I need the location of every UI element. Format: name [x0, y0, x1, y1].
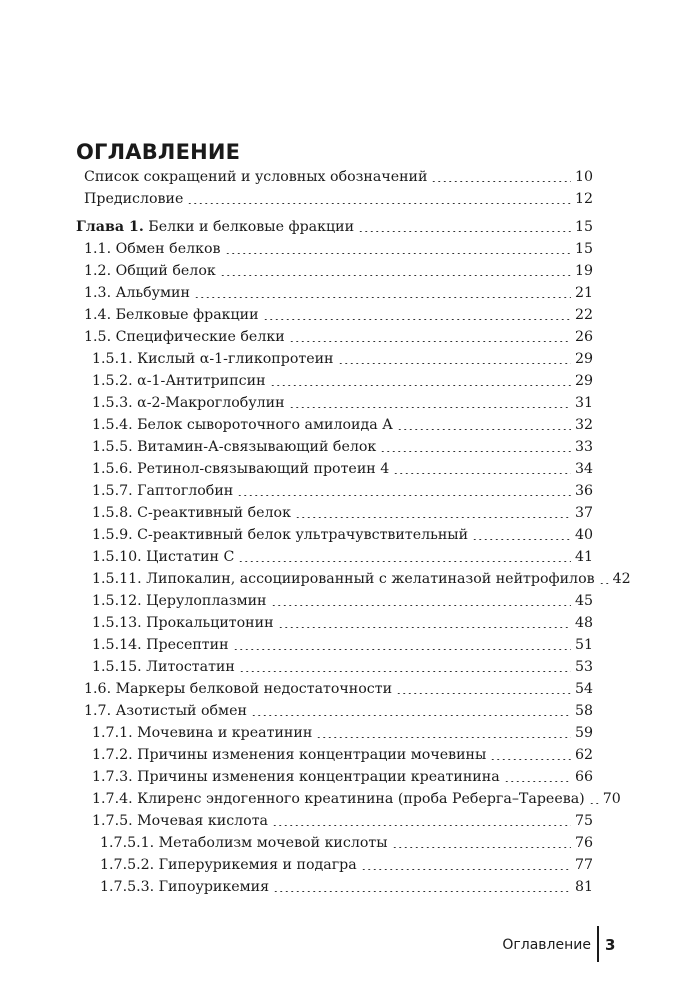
toc-page-number: 36 [574, 483, 593, 499]
toc-dot-leader [225, 253, 571, 254]
toc-dot-leader [380, 451, 571, 452]
toc-dot-leader [289, 407, 571, 408]
toc-page-number: 32 [574, 417, 593, 433]
toc-entry[interactable] [100, 876, 593, 898]
toc-page-number: 31 [574, 395, 593, 411]
toc-entry[interactable] [92, 502, 593, 524]
toc-page-number: 62 [574, 747, 593, 763]
toc-dot-leader [392, 847, 571, 848]
toc-entry[interactable] [92, 656, 593, 678]
toc-page-number: 76 [574, 835, 593, 851]
toc-entry-title [76, 216, 354, 238]
toc-page-number: 22 [574, 307, 593, 323]
toc-page-number: 34 [574, 461, 593, 477]
toc-entry[interactable] [92, 414, 593, 436]
toc-page-number: 29 [574, 373, 593, 389]
toc-entry-title: 1.5.7. Гаптоглобин [92, 483, 234, 499]
toc-page-number: 15 [574, 241, 593, 257]
toc-entry-title: 1.5.2. α-1-Антитрипсин [92, 373, 266, 389]
toc-page-number: 81 [574, 879, 593, 895]
toc-page-number: 75 [574, 813, 593, 829]
toc-entry-title: 1.7.4. Клиренс эндогенного креатинина (проба Реберга–Тареева) [92, 791, 585, 807]
toc-dot-leader [187, 203, 571, 204]
toc-entry[interactable] [84, 700, 593, 722]
toc-dot-leader [278, 627, 571, 628]
toc-entry-title: 1.7.5.3. Гипоурикемия [100, 879, 270, 895]
toc-dot-leader [238, 561, 571, 562]
toc-dot-leader [393, 473, 571, 474]
toc-entry-title: 1.5.1. Кислый α-1-гликопротеин [92, 351, 334, 367]
toc-dot-leader [233, 649, 571, 650]
toc-page-number: 59 [574, 725, 593, 741]
toc-entry[interactable] [92, 612, 593, 634]
toc-entry[interactable] [92, 766, 593, 788]
toc-entry[interactable] [92, 634, 593, 656]
toc-dot-leader [396, 693, 571, 694]
toc-entry-title: Предисловие [84, 191, 184, 207]
toc-dot-leader [251, 715, 571, 716]
toc-dot-leader [237, 495, 571, 496]
toc-page-number: 33 [574, 439, 593, 455]
toc-page-number: 26 [574, 329, 593, 345]
toc-page-number: 77 [574, 857, 593, 873]
toc-entry-title: 1.5.9. С-реактивный белок ультрачувствительный [92, 527, 469, 543]
toc-dot-leader [295, 517, 571, 518]
toc-dot-leader [220, 275, 571, 276]
footer-section-label: Оглавление [502, 937, 591, 953]
toc-entry-title: 1.7.5.1. Метаболизм мочевой кислоты [100, 835, 388, 851]
toc-entry-title: 1.5.12. Церулоплазмин [92, 593, 267, 609]
toc-entry[interactable] [92, 370, 593, 392]
toc-dot-leader [271, 605, 571, 606]
toc-entry-title: 1.5.10. Цистатин С [92, 549, 235, 565]
toc-entry-title: 1.5.15. Литостатин [92, 659, 235, 675]
toc-page-number: 48 [574, 615, 593, 631]
toc-dot-leader [504, 781, 571, 782]
footer-divider [597, 926, 599, 962]
toc-entry-title: 1.5. Специфические белки [84, 329, 285, 345]
toc-entry[interactable] [84, 188, 593, 210]
toc-page-number: 45 [574, 593, 593, 609]
toc-dot-leader [263, 319, 571, 320]
toc-entry-title: 1.5.13. Прокальцитонин [92, 615, 274, 631]
toc-entry[interactable] [76, 216, 593, 238]
toc-page-number: 15 [574, 219, 593, 235]
toc-entry[interactable] [92, 436, 593, 458]
toc-entry[interactable] [92, 590, 593, 612]
toc-entry-title: 1.5.6. Ретинол-связывающий протеин 4 [92, 461, 390, 477]
toc-page-number: 42 [612, 571, 631, 587]
toc-dot-leader [273, 891, 571, 892]
toc-entry[interactable] [84, 678, 593, 700]
toc-entry-title: 1.3. Альбумин [84, 285, 190, 301]
toc-entry[interactable] [92, 722, 593, 744]
toc-entry[interactable] [92, 546, 593, 568]
toc-entry[interactable] [84, 304, 593, 326]
toc-entry[interactable] [84, 260, 593, 282]
toc-entry-title: 1.5.4. Белок сывороточного амилоида А [92, 417, 393, 433]
toc-entry-title: 1.5.3. α-2-Макроглобулин [92, 395, 285, 411]
toc-page-number: 40 [574, 527, 593, 543]
toc-entry[interactable] [92, 568, 631, 590]
toc-page-number: 70 [602, 791, 621, 807]
toc-entry-title: 1.5.8. С-реактивный белок [92, 505, 291, 521]
toc-page-number: 12 [574, 191, 593, 207]
toc-entry-title: 1.4. Белковые фракции [84, 307, 259, 323]
toc-page-number: 66 [574, 769, 593, 785]
toc-entry-title: 1.5.5. Витамин-А-связывающий белок [92, 439, 377, 455]
toc-page-number: 29 [574, 351, 593, 367]
toc-page-number: 41 [574, 549, 593, 565]
toc-entry-title: 1.7.1. Мочевина и креатинин [92, 725, 313, 741]
toc-dot-leader [239, 671, 571, 672]
toc-entry[interactable] [84, 326, 593, 348]
toc-dot-leader [338, 363, 571, 364]
toc-dot-leader [289, 341, 571, 342]
toc-page-number: 10 [574, 169, 593, 185]
footer-page-number: 3 [605, 936, 616, 954]
toc-page-number: 19 [574, 263, 593, 279]
toc-entry-title: 1.1. Обмен белков [84, 241, 221, 257]
toc-entry[interactable] [92, 524, 593, 546]
toc-entry[interactable] [92, 458, 593, 480]
toc-dot-leader [361, 869, 571, 870]
toc-entry[interactable] [84, 238, 593, 260]
toc-entry-title: 1.5.11. Липокалин, ассоциированный с желатиназой нейтрофилов [92, 571, 595, 587]
toc-entry-title: 1.7.2. Причины изменения концентрации мочевины [92, 747, 487, 763]
toc-entry-title: 1.7. Азотистый обмен [84, 703, 247, 719]
toc-entry[interactable] [92, 348, 593, 370]
toc-chapter-title: Белки и белковые фракции [143, 219, 355, 235]
toc-dot-leader [599, 583, 609, 584]
toc-page-number: 37 [574, 505, 593, 521]
toc-entry[interactable] [100, 832, 593, 854]
toc-page-number: 54 [574, 681, 593, 697]
toc-entry[interactable] [84, 282, 593, 304]
toc-dot-leader [194, 297, 571, 298]
toc-entry-title: Список сокращений и условных обозначений [84, 169, 428, 185]
toc-dot-leader [589, 803, 599, 804]
toc-page-number: 21 [574, 285, 593, 301]
toc-page-number: 53 [574, 659, 593, 675]
toc-dot-leader [358, 231, 571, 232]
toc-entry-title: 1.7.5.2. Гиперурикемия и подагра [100, 857, 357, 873]
toc-entry[interactable] [92, 744, 593, 766]
toc-dot-leader [316, 737, 571, 738]
toc-entry[interactable] [92, 480, 593, 502]
toc-entry[interactable] [92, 788, 621, 810]
toc-entry-title: 1.6. Маркеры белковой недостаточности [84, 681, 393, 697]
toc-entry[interactable] [100, 854, 593, 876]
toc-dot-leader [431, 181, 570, 182]
toc-dot-leader [272, 825, 571, 826]
toc-dot-leader [270, 385, 571, 386]
toc-dot-leader [472, 539, 571, 540]
toc-entry[interactable] [92, 392, 593, 414]
toc-dot-leader [490, 759, 571, 760]
toc-page-number: 58 [574, 703, 593, 719]
toc-entry[interactable] [84, 166, 593, 188]
toc-entry[interactable] [92, 810, 593, 832]
toc-chapter-prefix: Глава 1. [76, 219, 144, 235]
toc-page-number: 51 [574, 637, 593, 653]
toc-dot-leader [397, 429, 571, 430]
toc-entry-title: 1.7.5. Мочевая кислота [92, 813, 268, 829]
page-title: ОГЛАВЛЕНИЕ [76, 140, 241, 164]
toc-entry-title: 1.7.3. Причины изменения концентрации креатинина [92, 769, 500, 785]
toc-entry-title: 1.2. Общий белок [84, 263, 216, 279]
toc-entry-title: 1.5.14. Пресептин [92, 637, 229, 653]
